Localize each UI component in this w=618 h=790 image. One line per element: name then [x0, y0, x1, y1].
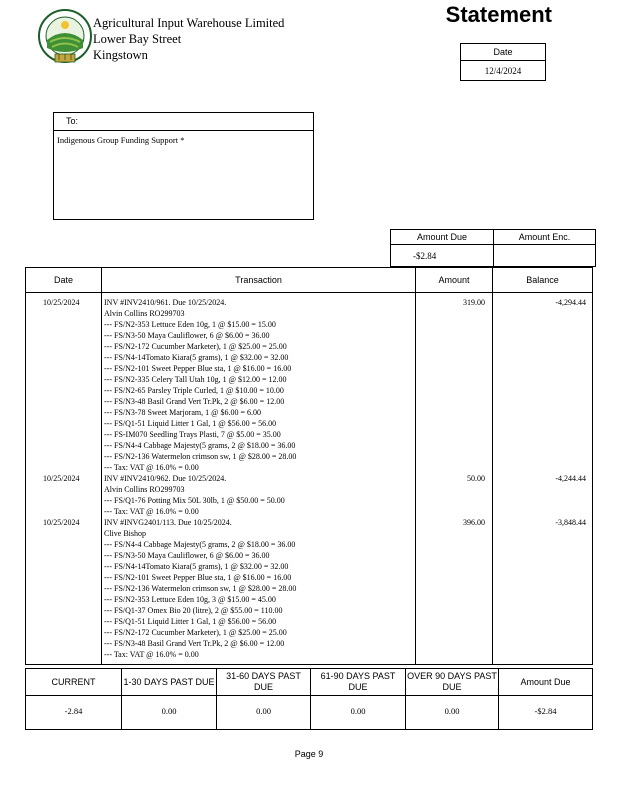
transaction-date: 10/25/2024 — [43, 474, 80, 483]
transaction-line: --- Tax: VAT @ 16.0% = 0.00 — [104, 507, 199, 516]
transaction-line: --- Tax: VAT @ 16.0% = 0.00 — [104, 463, 199, 472]
transaction-line: --- FS/N2-136 Watermelon crimson sw, 1 @ $28.00 = 28.00 — [104, 584, 297, 593]
transaction-line: --- FS/N3-48 Basil Grand Vert Tr.Pk, 2 @ $6.00 = 12.00 — [104, 397, 285, 406]
transaction-balance: -4,294.44 — [555, 298, 586, 307]
transaction-balance: -4,244.44 — [555, 474, 586, 483]
transaction-date: 10/25/2024 — [43, 298, 80, 307]
aging-value-over-90-days: 0.00 — [444, 706, 460, 716]
transaction-line: --- FS/N2-353 Lettuce Eden 10g, 1 @ $15.00 = 15.00 — [104, 320, 276, 329]
amount-enc-label: Amount Enc. — [494, 230, 596, 245]
company-city: Kingstown — [93, 48, 148, 62]
aging-header-31-60-days: 31-60 DAYS PAST DUE — [226, 671, 301, 692]
aging-header-amount-due: Amount Due — [520, 676, 571, 687]
transaction-date: 10/25/2024 — [43, 518, 80, 527]
to-label: To: — [54, 113, 313, 131]
transaction-line: --- FS/N2-353 Lettuce Eden 10g, 3 @ $15.00 = 45.00 — [104, 595, 276, 604]
transaction-line: INV #INVG2401/113. Due 10/25/2024. — [104, 518, 232, 527]
company-street: Lower Bay Street — [93, 32, 182, 46]
transaction-line: INV #INV2410/961. Due 10/25/2024. — [104, 298, 227, 307]
aging-header-row — [26, 669, 592, 696]
transaction-amount: 396.00 — [463, 518, 485, 527]
transaction-line: --- Tax: VAT @ 16.0% = 0.00 — [104, 650, 199, 659]
amount-summary-table — [390, 229, 596, 267]
transaction-line: --- FS/N2-136 Watermelon crimson sw, 1 @ $28.00 = 28.00 — [104, 452, 297, 461]
transaction-line: --- FS/N2-172 Cucumber Marketer), 1 @ $25.00 = 25.00 — [104, 628, 287, 637]
transaction-balance: -3,848.44 — [555, 518, 586, 527]
amount-due-label: Amount Due — [391, 230, 494, 245]
transaction-line: --- FS/N4-4 Cabbage Majesty(5 grams, 2 @ $18.00 = 36.00 — [104, 540, 296, 549]
page-title: Statement — [445, 2, 552, 27]
transaction-line: --- FS/Q1-76 Potting Mix 50L 30lb, 1 @ $50.00 = 50.00 — [104, 496, 285, 505]
transaction-line: Alvin Collins RO299703 — [104, 309, 185, 318]
transaction-line: --- FS/N3-50 Maya Cauliflower, 6 @ $6.00 = 36.00 — [104, 331, 270, 340]
transaction-amount: 50.00 — [467, 474, 485, 483]
amount-due-value: -$2.84 — [391, 245, 494, 267]
amount-enc-value — [494, 245, 596, 267]
transaction-amount: 319.00 — [463, 298, 485, 307]
aging-header-61-90-days: 61-90 DAYS PAST DUE — [320, 671, 396, 692]
transaction-line: Clive Bishop — [104, 529, 147, 538]
transaction-line: --- FS/N2-65 Parsley Triple Curled, 1 @ $10.00 = 10.00 — [104, 386, 284, 395]
transaction-line: INV #INV2410/962. Due 10/25/2024. — [104, 474, 227, 483]
date-box — [460, 43, 546, 81]
transaction-description — [104, 297, 296, 473]
header-balance: Balance — [526, 275, 559, 285]
transactions-header — [26, 268, 592, 293]
transaction-line: --- FS/N3-48 Basil Grand Vert Tr.Pk, 2 @ $6.00 = 12.00 — [104, 639, 285, 648]
transaction-entry — [26, 473, 592, 517]
header-amount: Amount — [438, 275, 470, 285]
company-address — [93, 15, 284, 63]
aging-value-31-60-days: 0.00 — [256, 706, 271, 716]
header-transaction: Transaction — [235, 275, 282, 285]
transaction-description — [104, 517, 296, 660]
header-date: Date — [53, 275, 73, 285]
transaction-line: --- FS/Q1-51 Liquid Litter 1 Gal, 1 @ $56.00 = 56.00 — [104, 419, 277, 428]
date-label: Date — [461, 44, 545, 61]
company-name: Agricultural Input Warehouse Limited — [93, 16, 285, 30]
transaction-line: --- FS/Q1-51 Liquid Litter 1 Gal, 1 @ $56.00 = 56.00 — [104, 617, 277, 626]
transaction-line: --- FS/N4-14Tomato Kiara(5 grams), 1 @ $32.00 = 32.00 — [104, 353, 289, 362]
aging-header-1-30-days: 1-30 DAYS PAST DUE — [123, 676, 215, 687]
transaction-line: --- FS/N2-101 Sweet Pepper Blue sta, 1 @ $16.00 = 16.00 — [104, 573, 292, 582]
transactions-table — [25, 267, 593, 665]
to-box — [53, 112, 314, 220]
transaction-entry — [26, 517, 592, 660]
aging-value-1-30-days: 0.00 — [161, 706, 177, 716]
transaction-description — [104, 473, 285, 517]
page-number: Page 9 — [294, 749, 324, 759]
to-value: Indigenous Group Funding Support * — [57, 135, 185, 145]
transaction-entry — [26, 297, 592, 473]
transaction-line: --- FS/N4-14Tomato Kiara(5 grams), 1 @ $32.00 = 32.00 — [104, 562, 289, 571]
transaction-line: --- FS/N3-50 Maya Cauliflower, 6 @ $6.00 = 36.00 — [104, 551, 270, 560]
transaction-line: --- FS/N3-78 Sweet Marjoram, 1 @ $6.00 = 6.00 — [104, 408, 261, 417]
transaction-line: --- FS/N2-335 Celery Tall Utah 10g, 1 @ $12.00 = 12.00 — [104, 375, 287, 384]
aging-table — [25, 668, 593, 730]
transaction-line: Alvin Collins RO299703 — [104, 485, 185, 494]
company-logo — [38, 8, 92, 66]
aging-value-61-90-days: 0.00 — [350, 706, 366, 716]
date-value: 12/4/2024 — [484, 66, 522, 76]
aging-header-over-90-days: OVER 90 DAYS PAST DUE — [407, 671, 497, 692]
aging-value-current: -2.84 — [64, 706, 83, 716]
transaction-line: --- FS/Q1-37 Omex Bio 20 (litre), 2 @ $55.00 = 110.00 — [104, 606, 283, 615]
transaction-line: --- FS/N4-4 Cabbage Majesty(5 grams, 2 @ $18.00 = 36.00 — [104, 441, 296, 450]
transaction-line: --- FS-IM070 Seedling Trays Plasti, 7 @ $5.00 = 35.00 — [104, 430, 281, 439]
transaction-line: --- FS/N2-172 Cucumber Marketer), 1 @ $25.00 = 25.00 — [104, 342, 287, 351]
aging-value-amount-due: -$2.84 — [534, 706, 557, 716]
aging-header-current: CURRENT — [51, 676, 96, 687]
transaction-line: --- FS/N2-101 Sweet Pepper Blue sta, 1 @ $16.00 = 16.00 — [104, 364, 292, 373]
